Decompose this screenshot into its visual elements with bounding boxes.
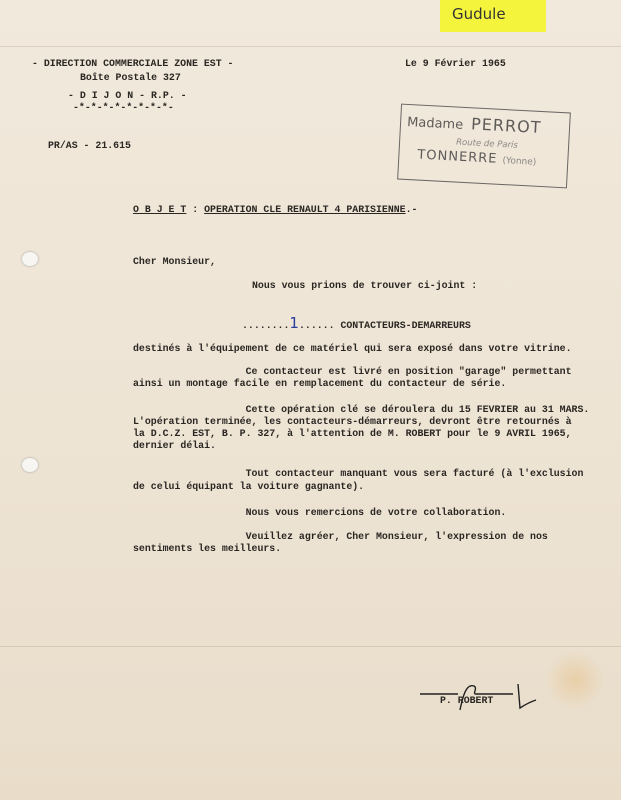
body-line: Nous vous remercions de votre collaboration. — [133, 507, 507, 518]
body-line: Cette opération clé se déroulera du 15 FEVRIER au 31 MARS. — [133, 404, 590, 415]
body-line: Veuillez agréer, Cher Monsieur, l'expression de nos — [133, 531, 548, 542]
subject-text: OPERATION CLE RENAULT 4 PARISIENNE — [204, 204, 406, 215]
subject-label: O B J E T — [133, 204, 187, 215]
subject-separator: : — [186, 204, 205, 215]
paper-fold — [0, 646, 621, 647]
paper-fold — [0, 46, 621, 47]
body-line: la D.C.Z. EST, B. P. 327, à l'attention de M. ROBERT pour le 9 AVRIL 1965, — [133, 428, 572, 439]
item-line — [242, 314, 471, 332]
stamp-city: TONNERRE — [417, 147, 498, 167]
sender-line: - DIRECTION COMMERCIALE ZONE EST - — [32, 58, 234, 69]
sender-line: -*-*-*-*-*-*-*-*- — [73, 102, 174, 113]
item-label: CONTACTEURS-DEMARREURS — [334, 320, 471, 331]
body-line: Ce contacteur est livré en position "garage" permettant — [133, 366, 572, 377]
stamp-title: Madame — [406, 114, 464, 133]
reference: PR/AS - 21.615 — [48, 140, 131, 151]
body-line: destinés à l'équipement de ce matériel qui sera exposé dans votre vitrine. — [133, 343, 572, 354]
recipient-stamp — [397, 104, 571, 189]
letter-date: Le 9 Février 1965 — [405, 58, 506, 69]
dots: ...... — [298, 320, 335, 331]
punch-hole — [22, 252, 38, 266]
sticky-note-text: Gudule — [452, 5, 506, 23]
salutation: Cher Monsieur, — [133, 256, 216, 267]
body-line: de celui équipant la voiture gagnante). — [133, 481, 365, 492]
stamp-street: Route de Paris — [455, 137, 519, 151]
body-line: dernier délai. — [133, 440, 216, 451]
body-line: L'opération terminée, les contacteurs-démarreurs, devront être retournés à — [133, 416, 572, 427]
body-line: ainsi un montage facile en remplacement du contacteur de série. — [133, 378, 507, 389]
punch-hole — [22, 458, 38, 472]
sticky-note — [440, 0, 546, 32]
subject-line — [133, 204, 417, 216]
handwritten-quantity: 1 — [289, 314, 299, 332]
signature-name: P. ROBERT — [440, 695, 494, 706]
stamp-dept: (Yonne) — [502, 155, 537, 168]
body-line: Tout contacteur manquant vous sera facturé (à l'exclusion — [133, 468, 584, 479]
stamp-name: PERROT — [470, 114, 542, 137]
sender-line: Boîte Postale 327 — [80, 72, 181, 83]
sender-line: - D I J O N - R.P. - — [68, 90, 187, 101]
body-line: sentiments les meilleurs. — [133, 543, 282, 554]
dots: ........ — [242, 320, 290, 331]
stain — [545, 650, 605, 710]
intro: Nous vous prions de trouver ci-joint : — [252, 280, 478, 291]
subject-suffix: .- — [405, 204, 418, 215]
